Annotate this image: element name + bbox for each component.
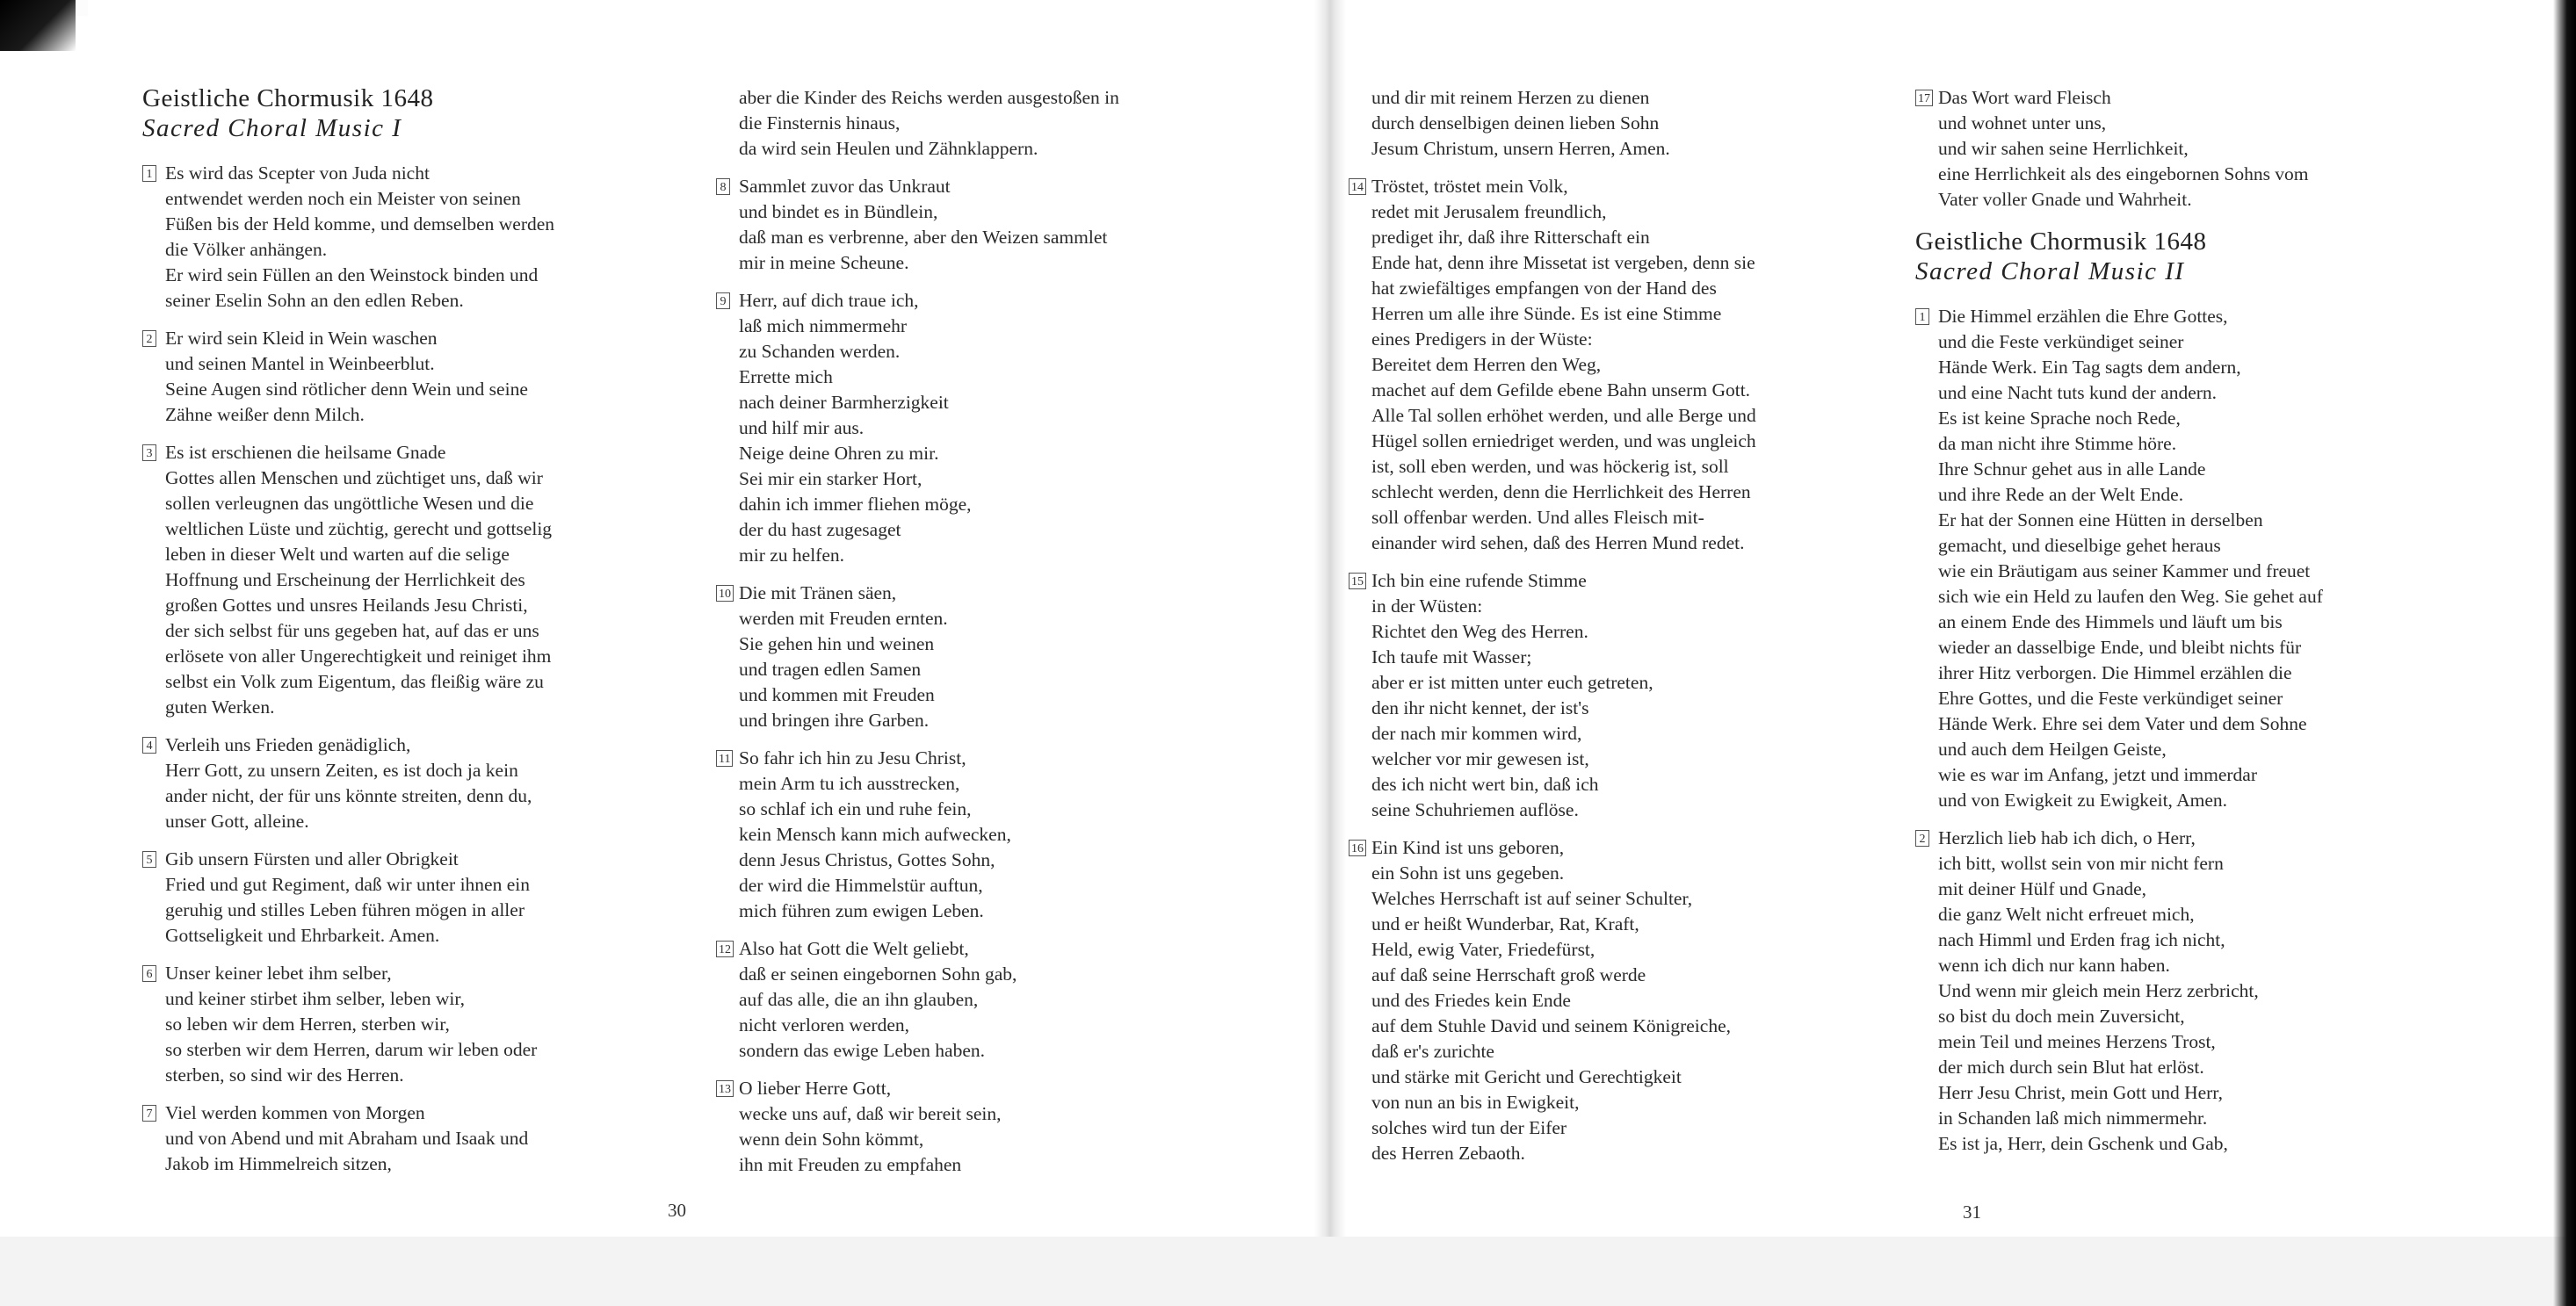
- lyric-line: daß man es verbrenne, aber den Weizen sammlet: [739, 227, 1108, 248]
- lyric-line: nicht verloren werden,: [739, 1014, 910, 1035]
- lyric-line: mir in meine Scheune.: [739, 252, 909, 273]
- lyric-line: Viel werden kommen von Morgen: [165, 1102, 425, 1123]
- page-subheading: Sacred Choral Music I: [142, 114, 402, 142]
- lyric-line: so bist du doch mein Zuversicht,: [1938, 1006, 2185, 1027]
- lyric-line: Gottes allen Menschen und züchtiget uns, daß wir: [165, 467, 543, 488]
- lyric-line: Die Himmel erzählen die Ehre Gottes,: [1938, 306, 2228, 327]
- lyric-section: [716, 174, 1226, 276]
- lyric-line: den ihr nicht kennet, der ist's: [1371, 697, 1589, 718]
- lyric-line: sich wie ein Held zu laufen den Weg. Sie gehet auf: [1938, 586, 2323, 607]
- lyric-line: die Völker anhängen.: [165, 239, 328, 260]
- lyric-line: von nun an bis in Ewigkeit,: [1371, 1092, 1580, 1113]
- lyric-section: [1349, 835, 1876, 1166]
- lyric-line: und ihre Rede an der Welt Ende.: [1938, 484, 2184, 505]
- section-number: 2: [1915, 830, 1929, 847]
- lyric-line: Richtet den Weg des Herren.: [1371, 621, 1588, 642]
- lyric-line: und von Ewigkeit zu Ewigkeit, Amen.: [1938, 790, 2228, 811]
- lyric-line: Zähne weißer denn Milch.: [165, 404, 365, 425]
- section-number: 1: [1915, 308, 1929, 325]
- lyric-line: Herr Jesu Christ, mein Gott und Herr,: [1938, 1082, 2223, 1103]
- lyric-line: wie es war im Anfang, jetzt und immerdar: [1938, 764, 2258, 785]
- lyric-line: soll offenbar werden. Und alles Fleisch mit-: [1371, 507, 1704, 528]
- lyric-line: und auch dem Heilgen Geiste,: [1938, 739, 2167, 760]
- lyric-line: Ich bin eine rufende Stimme: [1371, 570, 1587, 591]
- section-number: 13: [716, 1080, 734, 1097]
- lyric-line: so schlaf ich ein und ruhe fein,: [739, 798, 972, 819]
- lyric-line: mein Teil und meines Herzens Trost,: [1938, 1031, 2216, 1052]
- lyric-line: der sich selbst für uns gegeben hat, auf das er uns: [165, 620, 539, 641]
- section-number: 17: [1915, 90, 1933, 106]
- left-page-column-2: [716, 85, 1226, 1190]
- lyric-line: die Finsternis hinaus,: [739, 112, 901, 133]
- lyric-line: auf daß seine Herrschaft groß werde: [1371, 964, 1646, 985]
- lyric-line: solches wird tun der Eifer: [1371, 1117, 1567, 1138]
- section-number: 10: [716, 585, 734, 602]
- lyric-line: nach deiner Barmherzigkeit: [739, 392, 949, 413]
- lyric-line: und er heißt Wunderbar, Rat, Kraft,: [1371, 913, 1639, 934]
- lyric-line: seiner Eselin Sohn an den edlen Reben.: [165, 290, 464, 311]
- lyric-line: geruhig und stilles Leben führen mögen in aller: [165, 899, 525, 920]
- lyric-line: welcher vor mir gewesen ist,: [1371, 748, 1589, 769]
- lyric-line: Jakob im Himmelreich sitzen,: [165, 1153, 392, 1174]
- lyric-line: entwendet werden noch ein Meister von seinen: [165, 188, 521, 209]
- lyric-line: Seine Augen sind rötlicher denn Wein und seine: [165, 379, 528, 400]
- lyric-section: [142, 961, 634, 1088]
- lyric-line: Das Wort ward Fleisch: [1938, 87, 2111, 108]
- lyric-line: und eine Nacht tuts kund der andern.: [1938, 382, 2218, 403]
- page-number-left: 30: [668, 1200, 686, 1221]
- lyric-line: durch denselbigen deinen lieben Sohn: [1371, 112, 1660, 133]
- page-subheading: Sacred Choral Music II: [1915, 257, 2185, 285]
- lyric-list: [1915, 304, 2442, 1157]
- lyric-line: wie ein Bräutigam aus seiner Kammer und freuet: [1938, 560, 2311, 581]
- lyric-section: [142, 1100, 634, 1177]
- section-number: 8: [716, 178, 730, 195]
- lyric-list: [142, 161, 634, 1177]
- lyric-line: an einem Ende des Himmels und läuft um bis: [1938, 611, 2283, 632]
- lyric-line: seine Schuhriemen auflöse.: [1371, 799, 1579, 820]
- lyric-line: weltlichen Lüste und züchtig, gerecht und gottselig: [165, 518, 553, 539]
- lyric-line: und hilf mir aus.: [739, 417, 865, 438]
- lyric-continuation: [1349, 85, 1876, 162]
- lyric-line: Ende hat, denn ihre Missetat ist vergeben, denn sie: [1371, 252, 1755, 273]
- lyric-line: in der Wüsten:: [1371, 595, 1483, 617]
- lyric-line: werden mit Freuden ernten.: [739, 608, 948, 629]
- lyric-section: [1915, 304, 2442, 813]
- lyric-line: der du hast zugesaget: [739, 519, 901, 540]
- lyric-section: [1349, 568, 1876, 823]
- lyric-line: so leben wir dem Herren, sterben wir,: [165, 1014, 450, 1035]
- lyric-line: Unser keiner lebet ihm selber,: [165, 963, 392, 984]
- lyric-section: [142, 161, 634, 314]
- lyric-line: selbst ein Volk zum Eigentum, das fleißig wäre zu: [165, 671, 544, 692]
- lyric-line: machet auf dem Gefilde ebene Bahn unserm Gott.: [1371, 379, 1751, 400]
- lyric-line: daß er seinen eingebornen Sohn gab,: [739, 963, 1017, 985]
- lyric-line: daß er's zurichte: [1371, 1041, 1494, 1062]
- lyric-line: hat zwiefältiges empfangen von der Hand des: [1371, 278, 1717, 299]
- lyric-list: [716, 85, 1226, 1178]
- lyric-line: Hügel sollen erniedriget werden, und was ungleich: [1371, 430, 1756, 451]
- section-number: 16: [1349, 840, 1366, 856]
- lyric-line: Und wenn mir gleich mein Herz zerbricht,: [1938, 980, 2259, 1001]
- lyric-line: wenn ich dich nur kann haben.: [1938, 955, 2170, 976]
- lyric-line: Die mit Tränen säen,: [739, 582, 897, 603]
- section-number: 7: [142, 1105, 156, 1122]
- lyric-line: der wird die Himmelstür auftun,: [739, 875, 983, 896]
- lyric-line: so sterben wir dem Herren, darum wir leben oder: [165, 1039, 538, 1060]
- scan-right-edge: [2553, 0, 2576, 1306]
- lyric-line: und seinen Mantel in Weinbeerblut.: [165, 353, 435, 374]
- lyric-line: Ehre Gottes, und die Feste verkündiget seiner: [1938, 688, 2283, 709]
- lyric-line: ander nicht, der für uns könnte streiten, denn du,: [165, 785, 532, 806]
- lyric-line: Er hat der Sonnen eine Hütten in derselben: [1938, 509, 2263, 530]
- lyric-line: und kommen mit Freuden: [739, 684, 935, 705]
- lyric-line: und wir sahen seine Herrlichkeit,: [1938, 138, 2189, 159]
- right-page-column-1: [1349, 85, 1876, 1179]
- section-number: 12: [716, 941, 734, 957]
- lyric-line: Sei mir ein starker Hort,: [739, 468, 923, 489]
- lyric-line: Gib unsern Fürsten und aller Obrigkeit: [165, 848, 459, 869]
- lyric-line: kein Mensch kann mich aufwecken,: [739, 824, 1011, 845]
- lyric-section: [142, 326, 634, 428]
- lyric-line: und dir mit reinem Herzen zu dienen: [1371, 87, 1650, 108]
- lyric-line: laß mich nimmermehr: [739, 315, 908, 336]
- lyric-line: eine Herrlichkeit als des eingebornen Sohns vom: [1938, 163, 2309, 184]
- lyric-line: wenn dein Sohn kömmt,: [739, 1129, 924, 1150]
- section-number: 9: [716, 292, 730, 309]
- right-page-column-2: [1915, 85, 2442, 1169]
- page-number-right: 31: [1963, 1201, 1981, 1223]
- lyric-section: [142, 847, 634, 949]
- lyric-line: Ihre Schnur gehet aus in alle Lande: [1938, 458, 2206, 480]
- lyric-line: gemacht, und dieselbige gehet heraus: [1938, 535, 2221, 556]
- lyric-line: ihrer Hitz verborgen. Die Himmel erzählen die: [1938, 662, 2292, 683]
- lyric-line: und bringen ihre Garben.: [739, 710, 930, 731]
- lyric-line: auf dem Stuhle David und seinem Königreiche,: [1371, 1015, 1731, 1036]
- lyric-line: erlösete von aller Ungerechtigkeit und reiniget ihm: [165, 646, 552, 667]
- lyric-line: eines Predigers in der Wüste:: [1371, 328, 1593, 350]
- lyric-line: wecke uns auf, daß wir bereit sein,: [739, 1103, 1002, 1124]
- lyric-line: die ganz Welt nicht erfreuet mich,: [1938, 904, 2195, 925]
- lyric-line: guten Werken.: [165, 696, 275, 718]
- lyric-line: aber die Kinder des Reichs werden ausgestoßen in: [739, 87, 1119, 108]
- lyric-line: Hoffnung und Erscheinung der Herrlichkeit des: [165, 569, 525, 590]
- lyric-line: aber er ist mitten unter euch getreten,: [1371, 672, 1653, 693]
- lyric-line: dahin ich immer fliehen möge,: [739, 494, 972, 515]
- lyric-line: Held, ewig Vater, Friedefürst,: [1371, 939, 1596, 960]
- lyric-line: ein Sohn ist uns gegeben.: [1371, 862, 1565, 884]
- lyric-line: Er wird sein Kleid in Wein waschen: [165, 328, 438, 349]
- lyric-section: [716, 746, 1226, 924]
- section-number: 14: [1349, 178, 1366, 195]
- section-number: 3: [142, 444, 156, 461]
- lyric-section: [716, 936, 1226, 1064]
- section-number: 1: [142, 165, 156, 182]
- lyric-line: Ich taufe mit Wasser;: [1371, 646, 1532, 667]
- lyric-line: Jesum Christum, unsern Herren, Amen.: [1371, 138, 1670, 159]
- lyric-line: sollen verleugnen das ungöttliche Wesen und die: [165, 493, 534, 514]
- lyric-line: der mich durch sein Blut hat erlöst.: [1938, 1057, 2204, 1078]
- lyric-line: in Schanden laß mich nimmermehr.: [1938, 1108, 2208, 1129]
- lyric-line: Sie gehen hin und weinen: [739, 633, 935, 654]
- lyric-line: Neige deine Ohren zu mir.: [739, 443, 939, 464]
- lyric-section: [1915, 826, 2442, 1157]
- lyric-line: Bereitet dem Herren den Weg,: [1371, 354, 1602, 375]
- lyric-line: denn Jesus Christus, Gottes Sohn,: [739, 849, 995, 870]
- lyric-line: Verleih uns Frieden genädiglich,: [165, 734, 411, 755]
- lyric-line: Es wird das Scepter von Juda nicht: [165, 162, 430, 184]
- section-number: 11: [716, 750, 733, 767]
- lyric-line: mich führen zum ewigen Leben.: [739, 900, 984, 921]
- lyric-line: einander wird sehen, daß des Herren Mund redet.: [1371, 532, 1745, 553]
- lyric-line: und wohnet unter uns,: [1938, 112, 2107, 133]
- book-gutter: [1314, 0, 1346, 1237]
- lyric-line: prediget ihr, daß ihre Ritterschaft ein: [1371, 227, 1650, 248]
- lyric-section: [142, 440, 634, 720]
- lyric-line: Herr, auf dich traue ich,: [739, 290, 919, 311]
- lyric-line: ihn mit Freuden zu empfahen: [739, 1154, 962, 1175]
- lyric-section: [142, 732, 634, 834]
- lyric-line: nach Himml und Erden frag ich nicht,: [1938, 929, 2225, 950]
- section-number: 4: [142, 737, 156, 754]
- lyric-line: mit deiner Hülf und Gnade,: [1938, 878, 2147, 899]
- lyric-line: Hände Werk. Ein Tag sagts dem andern,: [1938, 357, 2241, 378]
- lyric-line: Es ist erschienen die heilsame Gnade: [165, 442, 446, 463]
- lyric-line: Sammlet zuvor das Unkraut: [739, 176, 951, 197]
- lyric-line: und die Feste verkündiget seiner: [1938, 331, 2184, 352]
- lyric-line: Errette mich: [739, 366, 833, 387]
- lyric-line: und tragen edlen Samen: [739, 659, 922, 680]
- lyric-line: Fried und gut Regiment, daß wir unter ihnen ein: [165, 874, 530, 895]
- scan-corner-shadow: [0, 0, 76, 51]
- lyric-line: da man nicht ihre Stimme höre.: [1938, 433, 2177, 454]
- lyric-line: Vater voller Gnade und Wahrheit.: [1938, 189, 2192, 210]
- section-number: 2: [142, 330, 156, 347]
- lyric-line: mir zu helfen.: [739, 545, 844, 566]
- lyric-line: und von Abend und mit Abraham und Isaak und: [165, 1128, 529, 1149]
- lyric-section: [1915, 85, 2442, 213]
- lyric-line: Füßen bis der Held komme, und demselben werden: [165, 213, 555, 235]
- lyric-line: auf das alle, die an ihn glauben,: [739, 989, 979, 1010]
- section-number: 5: [142, 851, 156, 868]
- scan-bottom-strip: [0, 1237, 2576, 1306]
- lyric-line: sondern das ewige Leben haben.: [739, 1040, 985, 1061]
- lyric-line: Herzlich lieb hab ich dich, o Herr,: [1938, 827, 2196, 848]
- page-heading: Geistliche Chormusik 1648: [1915, 227, 2207, 256]
- lyric-line: Also hat Gott die Welt geliebt,: [739, 938, 969, 959]
- lyric-line: leben in dieser Welt und warten auf die selige: [165, 544, 510, 565]
- lyric-line: Tröstet, tröstet mein Volk,: [1371, 176, 1568, 197]
- lyric-line: Es ist keine Sprache noch Rede,: [1938, 408, 2181, 429]
- left-page-column-1: [142, 83, 634, 1189]
- lyric-list: [1349, 85, 1876, 1166]
- lyric-list: [1915, 85, 2442, 213]
- lyric-line: zu Schanden werden.: [739, 341, 901, 362]
- lyric-line: Er wird sein Füllen an den Weinstock binden und: [165, 264, 539, 285]
- lyric-line: da wird sein Heulen und Zähnklappern.: [739, 138, 1038, 159]
- lyric-line: Herren um alle ihre Sünde. Es ist eine Stimme: [1371, 303, 1722, 324]
- lyric-line: Gottseligkeit und Ehrbarkeit. Amen.: [165, 925, 440, 946]
- lyric-line: O lieber Herre Gott,: [739, 1078, 892, 1099]
- lyric-line: des ich nicht wert bin, daß ich: [1371, 774, 1599, 795]
- lyric-section: [716, 581, 1226, 733]
- lyric-line: mein Arm tu ich ausstrecken,: [739, 773, 960, 794]
- lyric-line: und stärke mit Gericht und Gerechtigkeit: [1371, 1066, 1682, 1087]
- lyric-line: ist, soll eben werden, und was höckerig ist, soll: [1371, 456, 1729, 477]
- lyric-line: und keiner stirbet ihm selber, leben wir,: [165, 988, 465, 1009]
- lyric-line: Alle Tal sollen erhöhet werden, und alle Berge und: [1371, 405, 1756, 426]
- lyric-line: So fahr ich hin zu Jesu Christ,: [739, 747, 966, 768]
- lyric-line: redet mit Jerusalem freundlich,: [1371, 201, 1607, 222]
- lyric-line: schlecht werden, denn die Herrlichkeit des Herren: [1371, 481, 1751, 502]
- section-number: 6: [142, 965, 156, 982]
- lyric-line: und bindet es in Bündlein,: [739, 201, 938, 222]
- lyric-section: [1349, 174, 1876, 556]
- lyric-line: der nach mir kommen wird,: [1371, 723, 1582, 744]
- lyric-line: großen Gottes und unsres Heilands Jesu Christi,: [165, 595, 528, 616]
- page-heading: Geistliche Chormusik 1648: [142, 84, 434, 112]
- lyric-line: wieder an dasselbige Ende, und bleibt nichts für: [1938, 637, 2302, 658]
- lyric-line: Welches Herrschaft ist auf seiner Schulter,: [1371, 888, 1693, 909]
- lyric-line: unser Gott, alleine.: [165, 811, 309, 832]
- lyric-line: Es ist ja, Herr, dein Gschenk und Gab,: [1938, 1133, 2228, 1154]
- lyric-section: [716, 1076, 1226, 1178]
- lyric-line: des Herren Zebaoth.: [1371, 1143, 1525, 1164]
- lyric-line: Hände Werk. Ehre sei dem Vater und dem Sohne: [1938, 713, 2307, 734]
- lyric-section: [716, 288, 1226, 568]
- lyric-line: ich bitt, wollst sein von mir nicht fern: [1938, 853, 2224, 874]
- lyric-line: und des Friedes kein Ende: [1371, 990, 1571, 1011]
- lyric-continuation: [716, 85, 1226, 162]
- section-number: 15: [1349, 573, 1366, 589]
- lyric-line: Ein Kind ist uns geboren,: [1371, 837, 1565, 858]
- lyric-line: sterben, so sind wir des Herren.: [165, 1064, 404, 1086]
- lyric-line: Herr Gott, zu unsern Zeiten, es ist doch ja kein: [165, 760, 518, 781]
